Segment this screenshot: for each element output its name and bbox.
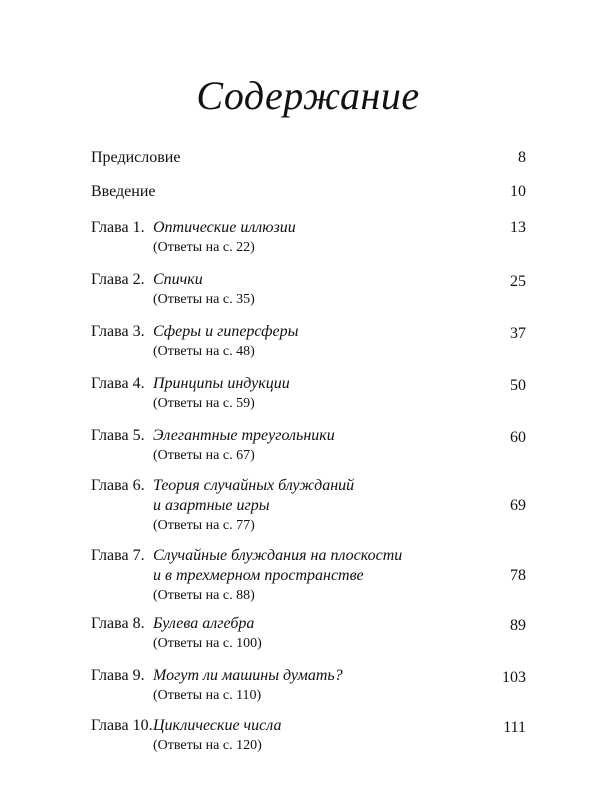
chapter-number: Глава 3. — [91, 323, 145, 340]
chapter-number: Глава 7. — [91, 547, 145, 564]
answers-ref: (Ответы на с. 110) — [153, 688, 262, 703]
toc-page-number: 10 — [510, 183, 526, 200]
chapter-title: Теория случайных блужданий — [153, 477, 355, 494]
toc-page-number: 60 — [510, 429, 526, 446]
toc-label: Введение — [91, 183, 156, 200]
answers-ref: (Ответы на с. 120) — [153, 738, 262, 753]
answers-ref: (Ответы на с. 22) — [153, 240, 255, 255]
chapter-title: Принципы индукции — [153, 375, 290, 392]
chapter-title: Элегантные треугольники — [153, 427, 335, 444]
answers-ref: (Ответы на с. 88) — [153, 588, 255, 603]
toc-page-number: 37 — [510, 325, 526, 342]
page-title: Содержание — [196, 73, 420, 118]
answers-ref: (Ответы на с. 35) — [153, 292, 255, 307]
toc-page-number: 103 — [502, 669, 526, 686]
toc-page-number: 78 — [510, 567, 526, 584]
chapter-title: Спички — [153, 271, 203, 288]
answers-ref: (Ответы на с. 48) — [153, 344, 255, 359]
chapter-number: Глава 8. — [91, 615, 145, 632]
answers-ref: (Ответы на с. 100) — [153, 636, 262, 651]
chapter-number: Глава 9. — [91, 667, 145, 684]
chapter-number: Глава 5. — [91, 427, 145, 444]
chapter-title: Оптические иллюзии — [153, 219, 296, 236]
toc-page-number: 89 — [510, 617, 526, 634]
chapter-number: Глава 1. — [91, 219, 145, 236]
chapter-title: Булева алгебра — [153, 615, 255, 632]
toc-page-number: 13 — [510, 219, 526, 236]
toc-label: Предисловие — [91, 149, 181, 166]
toc-page-number: 50 — [510, 377, 526, 394]
toc-page-number: 69 — [510, 497, 526, 514]
chapter-title: Циклические числа — [153, 717, 282, 734]
answers-ref: (Ответы на с. 77) — [153, 518, 255, 533]
toc-entry-preface[interactable] — [0, 148, 616, 168]
chapter-number: Глава 6. — [91, 477, 145, 494]
chapter-title: Сферы и гиперсферы — [153, 323, 299, 340]
chapter-number: Глава 2. — [91, 271, 145, 288]
chapter-title: Случайные блуждания на плоскости — [153, 547, 403, 564]
toc-page-number: 111 — [503, 719, 526, 736]
answers-ref: (Ответы на с. 67) — [153, 448, 255, 463]
chapter-title: Могут ли машины думать? — [153, 667, 343, 684]
toc-entry-introduction[interactable] — [0, 182, 616, 202]
chapter-title-line-2: и азартные игры — [153, 497, 270, 514]
toc-page-number: 25 — [510, 273, 526, 290]
answers-ref: (Ответы на с. 59) — [153, 396, 255, 411]
chapter-title-line-2: и в трехмерном пространстве — [153, 567, 364, 584]
chapter-number: Глава 4. — [91, 375, 145, 392]
chapter-number: Глава 10. — [91, 717, 153, 734]
toc-page-number: 8 — [518, 149, 526, 166]
